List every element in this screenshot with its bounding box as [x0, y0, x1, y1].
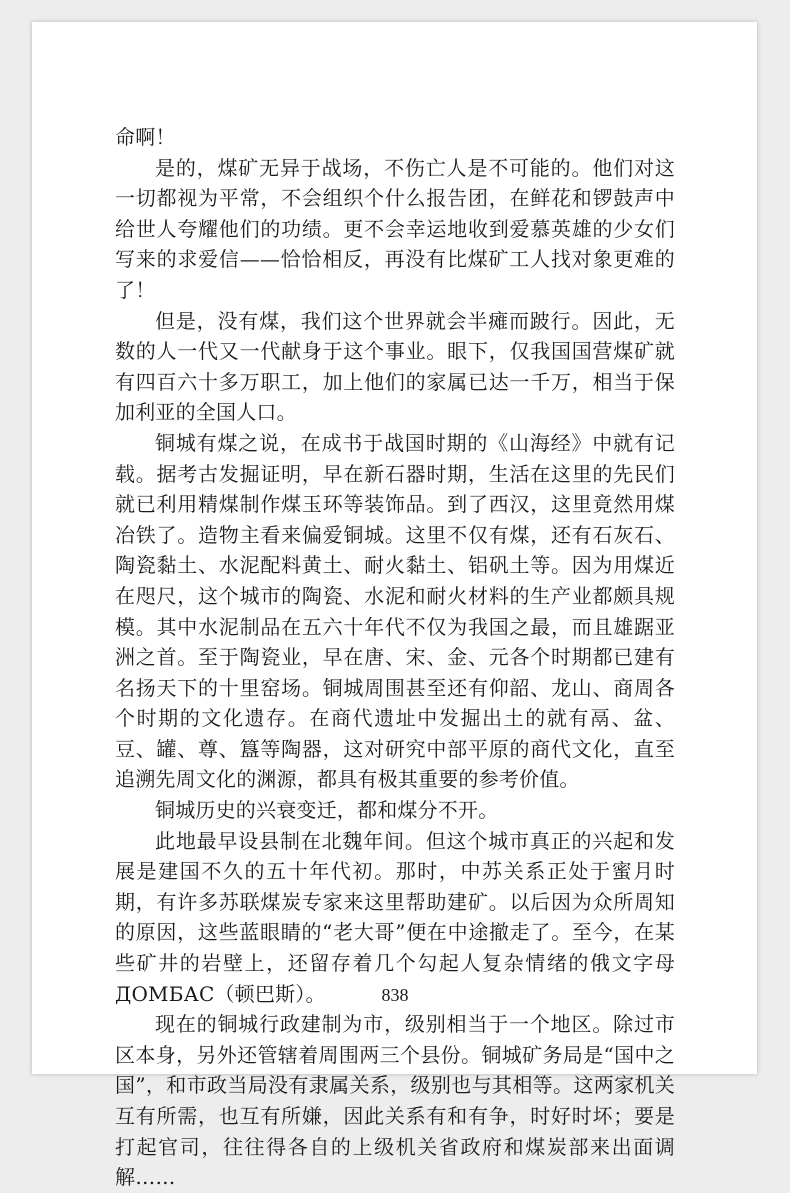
paragraph-6: 此地最早设县制在北魏年间。但这个城市真正的兴起和发展是建国不久的五十年代初。那时，中苏关系正处于蜜月时期，有许多苏联煤炭专家来这里帮助建矿。以后因为众所周知的原因，这些蓝眼睛的“老大哥”便在中途撤走了。至今，在某些矿井的岩壁上，还留存着几个勾起人复杂情绪的俄文字母 ДОМБАС（顿巴斯）。	[115, 828, 675, 1006]
paragraph-7: 现在的铜城行政建制为市，级别相当于一个地区。除过市区本身，另外还管辖着周围两三个县份。铜城矿务局是“国中之国”，和市政当局没有隶属关系，级别也与其相等。这两家机关互有所需，也互有所嫌，因此关系有和有争，时好时坏；要是打起官司，往往得各自的上级机关省政府和煤炭部来出面调解……	[115, 1012, 675, 1190]
paragraph-4: 铜城有煤之说，在成书于战国时期的《山海经》中就有记载。据考古发掘证明，早在新石器时期，生活在这里的先民们就已利用精煤制作煤玉环等装饰品。到了西汉，这里竟然用煤冶铁了。造物主看来偏爱铜城。这里不仅有煤，还有石灰石、陶瓷黏土、水泥配料黄土、耐火黏土、铝矾土等。因为用煤近在咫尺，这个城市的陶瓷、水泥和耐火材料的生产业都颇具规模。其中水泥制品在五六十年代不仅为我国之最，而且雄踞亚洲之首。至于陶瓷业，早在唐、宋、金、元各个时期都已建有名扬天下的十里窑场。铜城周围甚至还有仰韶、龙山、商周各个时期的文化遗存。在商代遗址中发掘出土的就有鬲、盆、豆、罐、尊、簋等陶器，这对研究中部平原的商代文化，直至追溯先周文化的渊源，都具有极其重要的参考价值。	[115, 430, 675, 792]
paragraph-3: 但是，没有煤，我们这个世界就会半瘫而跛行。因此，无数的人一代又一代献身于这个事业。眼下，仅我国国营煤矿就有四百六十多万职工，加上他们的家属已达一千万，相当于保加利亚的全国人口。	[115, 308, 675, 425]
paragraph-2: 是的，煤矿无异于战场，不伤亡人是不可能的。他们对这一切都视为平常，不会组织个什么报告团，在鲜花和锣鼓声中给世人夸耀他们的功绩。更不会幸运地收到爱慕英雄的少女们写来的求爱信——恰恰相反，再没有比煤矿工人找对象更难的了！	[115, 155, 675, 302]
paragraph-1: 命啊！	[115, 125, 176, 149]
paragraph-5: 铜城历史的兴衰变迁，都和煤分不开。	[155, 798, 499, 823]
page-number: 838	[381, 985, 409, 1005]
body-text	[115, 122, 675, 1193]
